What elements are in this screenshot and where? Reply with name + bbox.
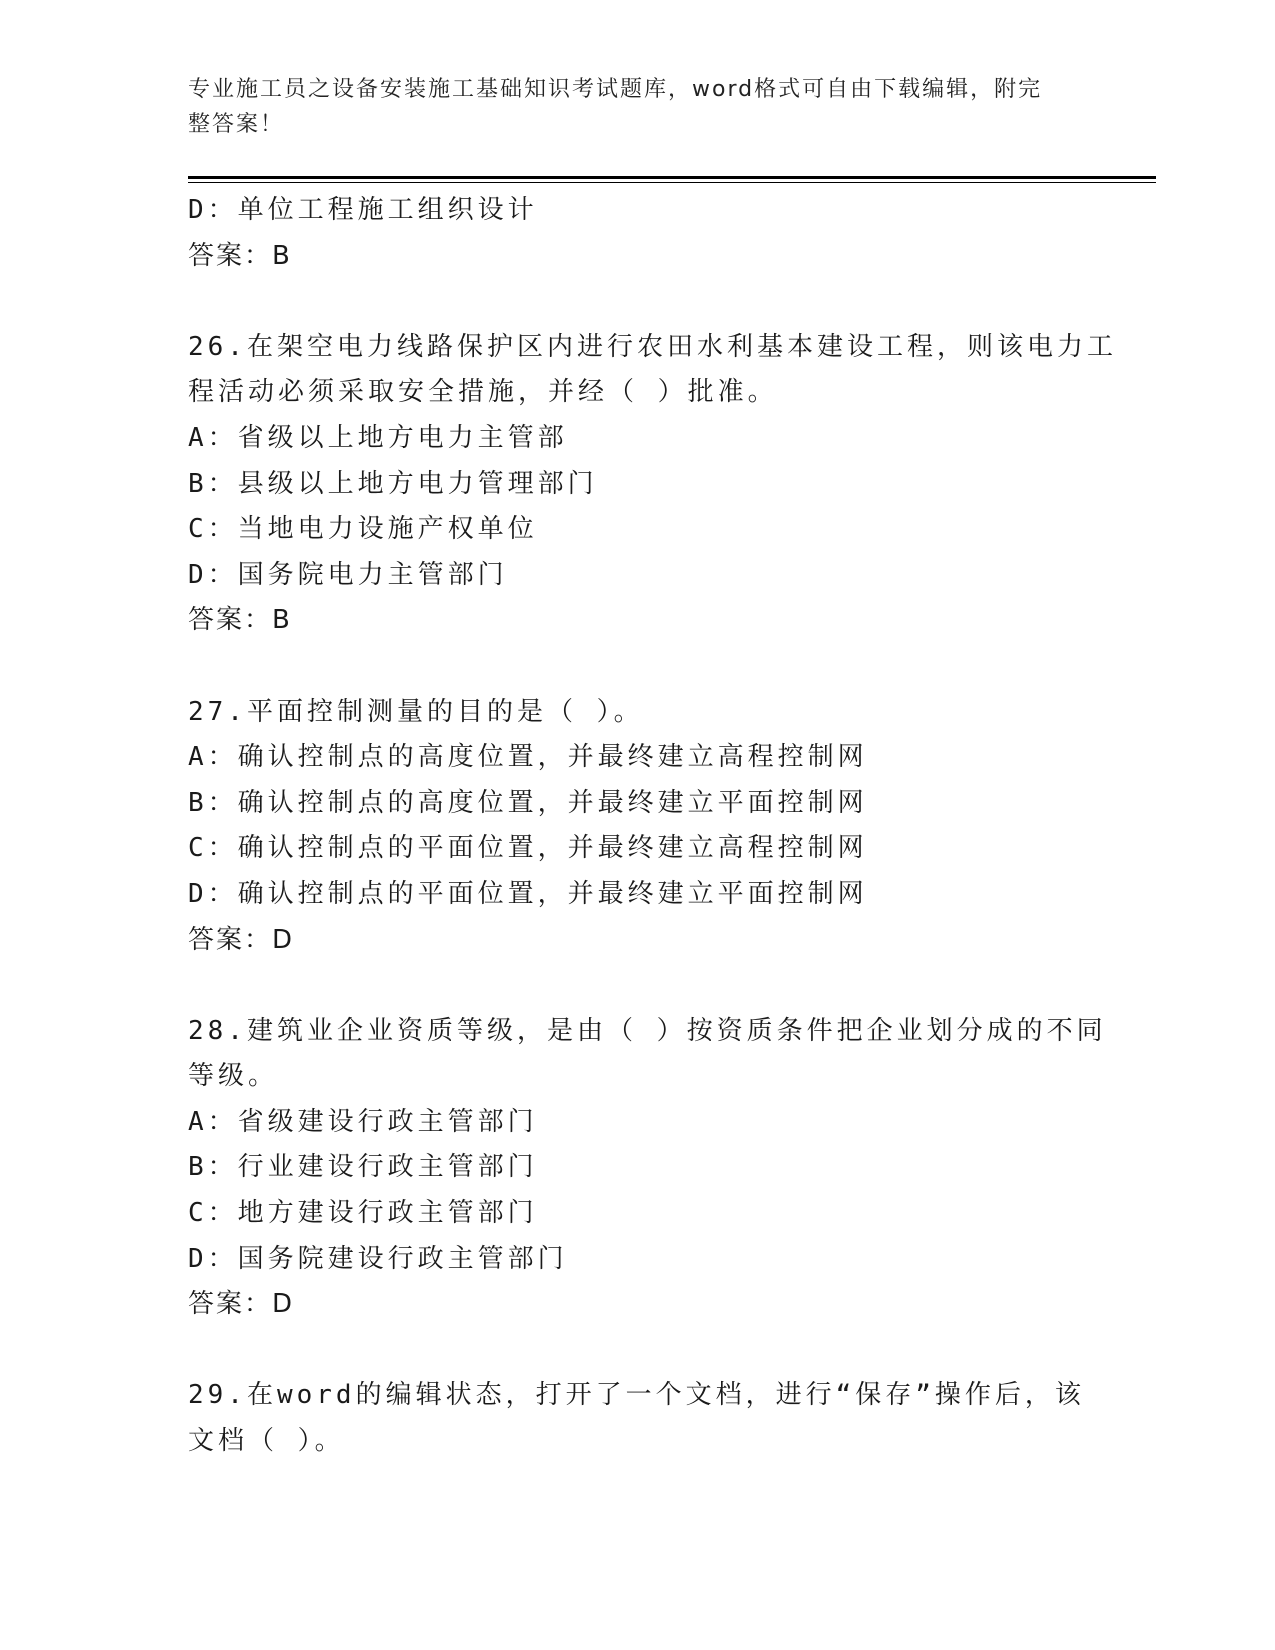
- question-26: [188, 325, 1117, 644]
- option-d: D：国务院建设行政主管部门: [188, 1243, 568, 1274]
- header-rule-thick: [188, 176, 1156, 179]
- spacer: [188, 279, 1088, 325]
- option-b: B：县级以上地方电力管理部门: [188, 468, 598, 499]
- spacer: [188, 1328, 1088, 1374]
- answer: 答案：D: [188, 924, 295, 955]
- question-27: [188, 690, 1088, 964]
- option-c: C：确认控制点的平面位置，并最终建立高程控制网: [188, 833, 868, 864]
- question-stem-line: 程活动必须采取安全措施，并经（ ）批准。: [188, 377, 778, 408]
- answer: 答案：D: [188, 1289, 295, 1320]
- option-d: D：确认控制点的平面位置，并最终建立平面控制网: [188, 878, 868, 909]
- question-28: [188, 1009, 1107, 1328]
- option-b: B：确认控制点的高度位置，并最终建立平面控制网: [188, 787, 868, 818]
- option-a: A：省级以上地方电力主管部: [188, 422, 568, 453]
- header-line-2: 整答案！: [188, 112, 285, 137]
- question-29: [188, 1373, 1088, 1464]
- header-rule-thin: [188, 182, 1156, 183]
- question-stem-line: 29.在word的编辑状态，打开了一个文档，进行“保存”操作后，该: [188, 1380, 1085, 1411]
- document-header: [188, 72, 1068, 142]
- option-c: C：地方建设行政主管部门: [188, 1198, 538, 1229]
- option-c: C：当地电力设施产权单位: [188, 514, 538, 545]
- option-d: D：国务院电力主管部门: [188, 559, 508, 590]
- answer: 答案：B: [188, 605, 292, 636]
- option-a: A：确认控制点的高度位置，并最终建立高程控制网: [188, 742, 868, 773]
- q25-option-d: D：单位工程施工组织设计: [188, 195, 538, 225]
- header-line-1: 专业施工员之设备安装施工基础知识考试题库，word格式可自由下载编辑，附完: [188, 77, 1043, 102]
- question-stem-line: 26.在架空电力线路保护区内进行农田水利基本建设工程，则该电力工: [188, 331, 1117, 362]
- option-b: B：行业建设行政主管部门: [188, 1152, 538, 1183]
- question-stem-line: 等级。: [188, 1061, 279, 1092]
- option-a: A：省级建设行政主管部门: [188, 1106, 538, 1137]
- q25-answer: 答案：B: [188, 240, 292, 271]
- document-body: [188, 188, 1117, 1465]
- question-stem-line: 27.平面控制测量的目的是（ ）。: [188, 696, 644, 727]
- spacer: [188, 644, 1088, 690]
- spacer: [188, 963, 1088, 1009]
- question-stem-line: 文档（ ）。: [188, 1426, 345, 1457]
- question-stem-line: 28.建筑业企业资质等级，是由（ ）按资质条件把企业划分成的不同: [188, 1015, 1107, 1046]
